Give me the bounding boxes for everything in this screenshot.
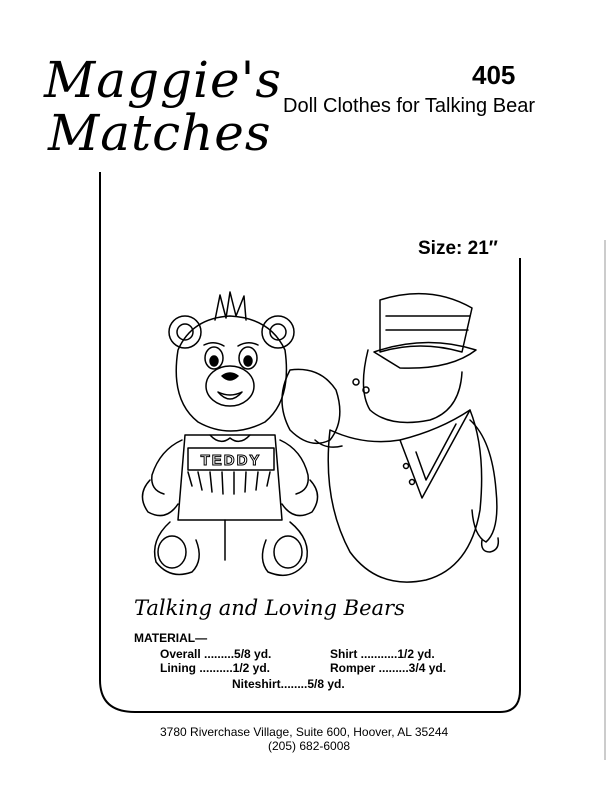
bear-illustration xyxy=(130,290,510,590)
material-item-shirt: Shirt ...........1/2 yd. xyxy=(330,647,435,661)
material-item-overall: Overall .........5/8 yd. xyxy=(160,647,272,661)
smock-text: TEDDY xyxy=(200,452,262,469)
size-label: Size: 21″ xyxy=(418,238,498,259)
brand-logo-line-2: Matches xyxy=(48,104,272,162)
bear-left-ear xyxy=(169,316,201,348)
pattern-subtitle: Doll Clothes for Talking Bear xyxy=(283,95,535,117)
material-item-lining: Lining ..........1/2 yd. xyxy=(160,661,271,675)
pattern-number: 405 xyxy=(472,60,516,90)
collection-title: Talking and Loving Bears xyxy=(134,596,405,620)
address-phone: (205) 682-6008 xyxy=(268,739,351,753)
material-item-romper: Romper .........3/4 yd. xyxy=(330,661,447,675)
material-item-niteshirt: Niteshirt........5/8 yd. xyxy=(232,677,345,691)
material-heading: MATERIAL— xyxy=(134,631,208,645)
brand-logo-line-1: Maggie's xyxy=(44,51,283,109)
address-line-1: 3780 Riverchase Village, Suite 600, Hoover, AL 35244 xyxy=(160,725,449,739)
bear-right-ear xyxy=(262,316,294,348)
